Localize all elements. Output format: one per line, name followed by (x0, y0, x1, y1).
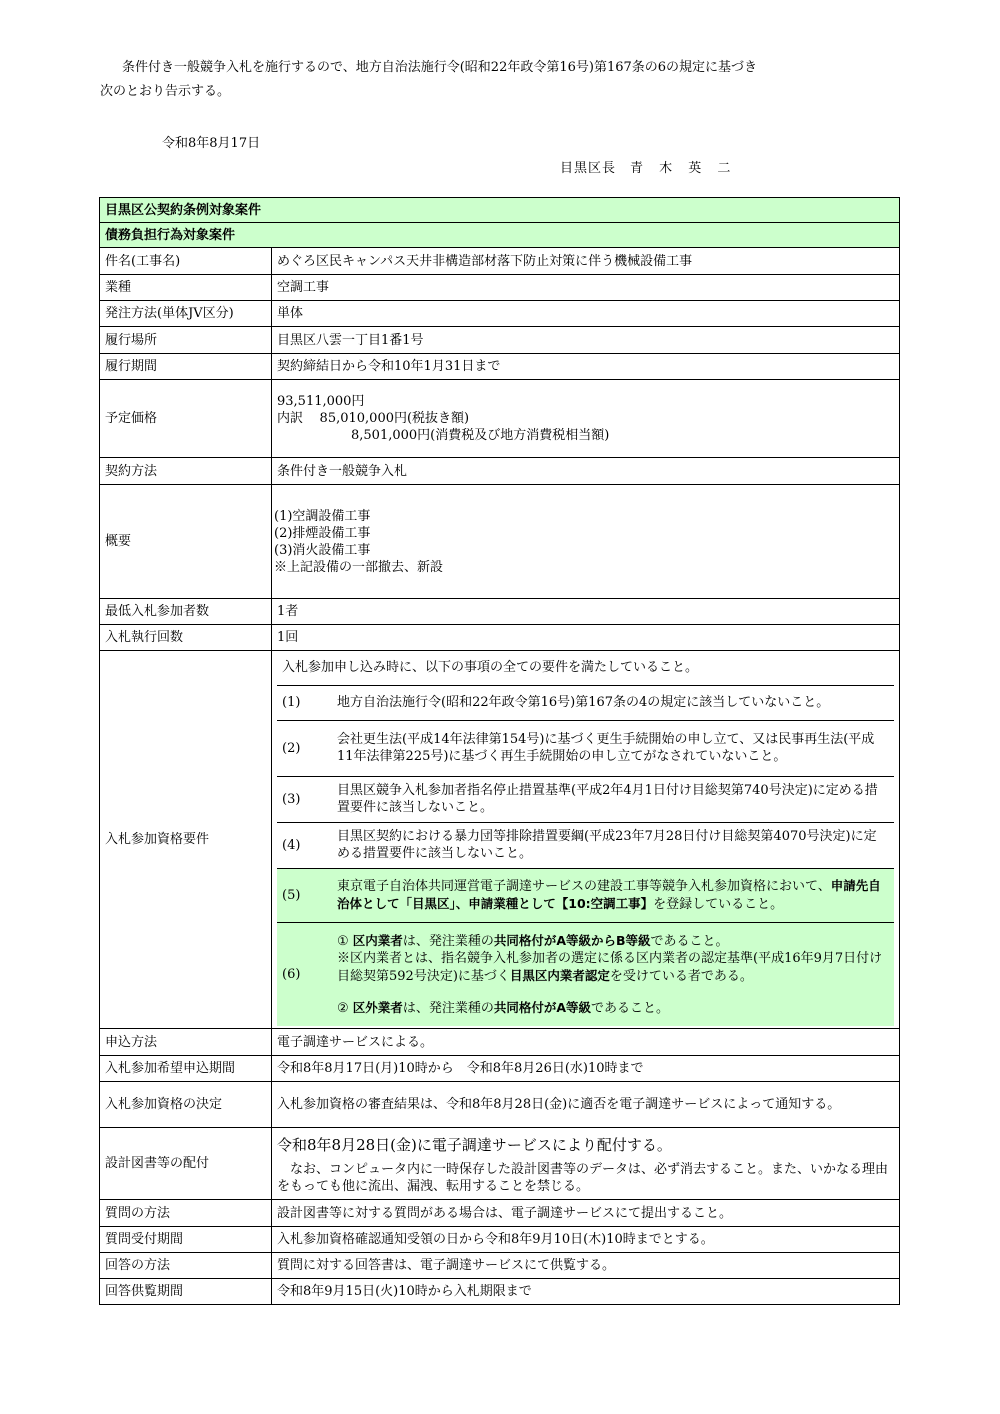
req5-bold: 申請先自治体として「目黒区」、申請業種として【10:空調工事】 (337, 878, 881, 911)
value-a-period: 令和8年9月15日(火)10時から入札期限まで (272, 1279, 900, 1305)
value-industry: 空調工事 (272, 275, 900, 301)
req6-bold: 区外業者 (352, 999, 403, 1015)
value-price (272, 380, 900, 458)
requirements-list (277, 686, 894, 1026)
label-apply-period: 入札参加希望申込期間 (100, 1056, 272, 1082)
req-num: (4) (277, 822, 332, 868)
req-text-6 (332, 922, 894, 1026)
requirements-intro: 入札参加申し込み時に、以下の事項の全ての要件を満たしていること。 (277, 653, 894, 686)
req-num: (5) (277, 868, 332, 922)
header-ordinance: 目黒区公契約条例対象案件 (100, 198, 900, 223)
overview-line: ※上記設備の一部撤去、新設 (274, 559, 444, 575)
label-q-method: 質問の方法 (100, 1200, 272, 1227)
value-period: 契約締結日から令和10年1月31日まで (272, 354, 900, 380)
header-debt: 債務負担行為対象案件 (100, 223, 900, 248)
label-q-period: 質問受付期間 (100, 1227, 272, 1253)
value-q-period: 入札参加資格確認通知受領の日から令和8年9月10日(木)10時までとする。 (272, 1227, 900, 1253)
value-docs (272, 1128, 900, 1200)
label-price: 予定価格 (100, 380, 272, 458)
value-apply-method: 電子調達サービスによる。 (272, 1029, 900, 1056)
signature (560, 157, 736, 176)
value-min-bidders: 1者 (272, 599, 900, 625)
intro-text (100, 56, 900, 104)
req-num: (6) (277, 922, 332, 1026)
req-text-5 (332, 868, 894, 922)
req-text: 地方自治法施行令(昭和22年政令第16号)第167条の4の規定に該当していないこと。 (332, 686, 894, 720)
label-method: 契約方法 (100, 458, 272, 485)
req-num: (1) (277, 686, 332, 720)
label-period: 履行期間 (100, 354, 272, 380)
req6-part: を受けている者である。 (609, 968, 753, 984)
req6-part: ② (337, 1000, 353, 1016)
value-order: 単体 (272, 301, 900, 327)
req6-bold: 共同格付がA等級からB等級 (493, 932, 651, 948)
label-docs: 設計図書等の配付 (100, 1128, 272, 1200)
req6-bold: 共同格付がA等級 (493, 999, 592, 1015)
label-requirements: 入札参加資格要件 (100, 651, 272, 1029)
notice-date: 令和8年8月17日 (162, 136, 261, 151)
req5-part: 東京電子自治体共同運営電子調達サービスの建設工事等競争入札参加資格において、 (337, 879, 831, 894)
signature-name: 青 木 英 二 (630, 161, 737, 176)
value-a-method: 質問に対する回答書は、電子調達サービスにて供覧する。 (272, 1253, 900, 1279)
label-apply-method: 申込方法 (100, 1029, 272, 1056)
req6-bold: 区内業者 (352, 932, 403, 948)
value-overview (272, 485, 900, 599)
label-location: 履行場所 (100, 327, 272, 354)
req-text: 目黒区契約における暴力団等排除措置要綱(平成23年7月28日付け目総契第4070号決定)に定める措置要件に該当しないこと。 (332, 822, 894, 868)
value-location: 目黒区八雲一丁目1番1号 (272, 327, 900, 354)
req-num: (2) (277, 720, 332, 776)
signature-title: 目黒区長 (560, 161, 617, 176)
value-project: めぐろ区民キャンパス天井非構造部材落下防止対策に伴う機械設備工事 (272, 248, 900, 275)
intro-line-2: 次のとおり告示する。 (100, 84, 231, 99)
value-decision: 入札参加資格の審査結果は、令和8年8月28日(金)に適否を電子調達サービスによって通知する。 (272, 1082, 900, 1128)
value-requirements (272, 651, 900, 1029)
price-tax: 8,501,000円(消費税及び地方消費税相当額) (351, 428, 610, 443)
value-method: 条件付き一般競争入札 (272, 458, 900, 485)
label-industry: 業種 (100, 275, 272, 301)
req-text: 目黒区競争入札参加者指名停止措置基準(平成2年4月1日付け目総契第740号決定)に定める措置要件に該当しないこと。 (332, 776, 894, 822)
value-q-method: 設計図書等に対する質問がある場合は、電子調達サービスにて提出すること。 (272, 1200, 900, 1227)
tender-table (99, 197, 900, 1305)
label-rounds: 入札執行回数 (100, 625, 272, 651)
req-num: (3) (277, 776, 332, 822)
label-decision: 入札参加資格の決定 (100, 1082, 272, 1128)
label-a-method: 回答の方法 (100, 1253, 272, 1279)
docs-line-1: 令和8年8月28日(金)に電子調達サービスにより配付する。 (277, 1135, 672, 1154)
intro-line-1: 条件付き一般競争入札を施行するので、地方自治法施行令(昭和22年政令第16号)第167条の6の規定に基づき (122, 60, 758, 75)
req5-part: を登録していること。 (653, 897, 784, 912)
req6-part: であること。 (591, 1000, 670, 1016)
req6-part: は、発注業種の (402, 1000, 494, 1016)
req6-part: ① (337, 933, 353, 949)
price-total: 93,511,000円 (277, 394, 365, 409)
value-apply-period: 令和8年8月17日(月)10時から 令和8年8月26日(水)10時まで (272, 1056, 900, 1082)
overview-line: (1)空調設備工事 (274, 508, 371, 524)
label-order: 発注方法(単体JV区分) (100, 301, 272, 327)
overview-line: (2)排煙設備工事 (274, 525, 371, 541)
overview-line: (3)消火設備工事 (274, 542, 371, 558)
req-text: 会社更生法(平成14年法律第154号)に基づく更生手続開始の申し立て、又は民事再生法(平成11年法律第225号)に基づく再生手続開始の申し立てがなされていないこと。 (332, 720, 894, 776)
price-tax-excluded: 85,010,000円(税抜き額) (319, 411, 470, 426)
label-overview: 概要 (100, 485, 272, 599)
label-project: 件名(工事名) (100, 248, 272, 275)
req6-bold: 目黒区内業者認定 (509, 967, 610, 983)
value-rounds: 1回 (272, 625, 900, 651)
docs-line-2: なお、コンピュータ内に一時保存した設計図書等のデータは、必ず消去すること。また、いかなる理由をもっても他に流出、漏洩、転用することを禁じる。 (277, 1161, 889, 1194)
price-breakdown-label: 内訳 (277, 411, 304, 426)
req6-part: は、発注業種の (402, 933, 494, 949)
req6-part: であること。 (650, 933, 729, 949)
req6-part: ※区内業者とは、指名競争入札参加者の選定に係る区内業者の認定基準(平成16年9月7日付け目総契第592号決定)に基づく (337, 950, 883, 984)
label-a-period: 回答供覧期間 (100, 1279, 272, 1305)
label-min-bidders: 最低入札参加者数 (100, 599, 272, 625)
